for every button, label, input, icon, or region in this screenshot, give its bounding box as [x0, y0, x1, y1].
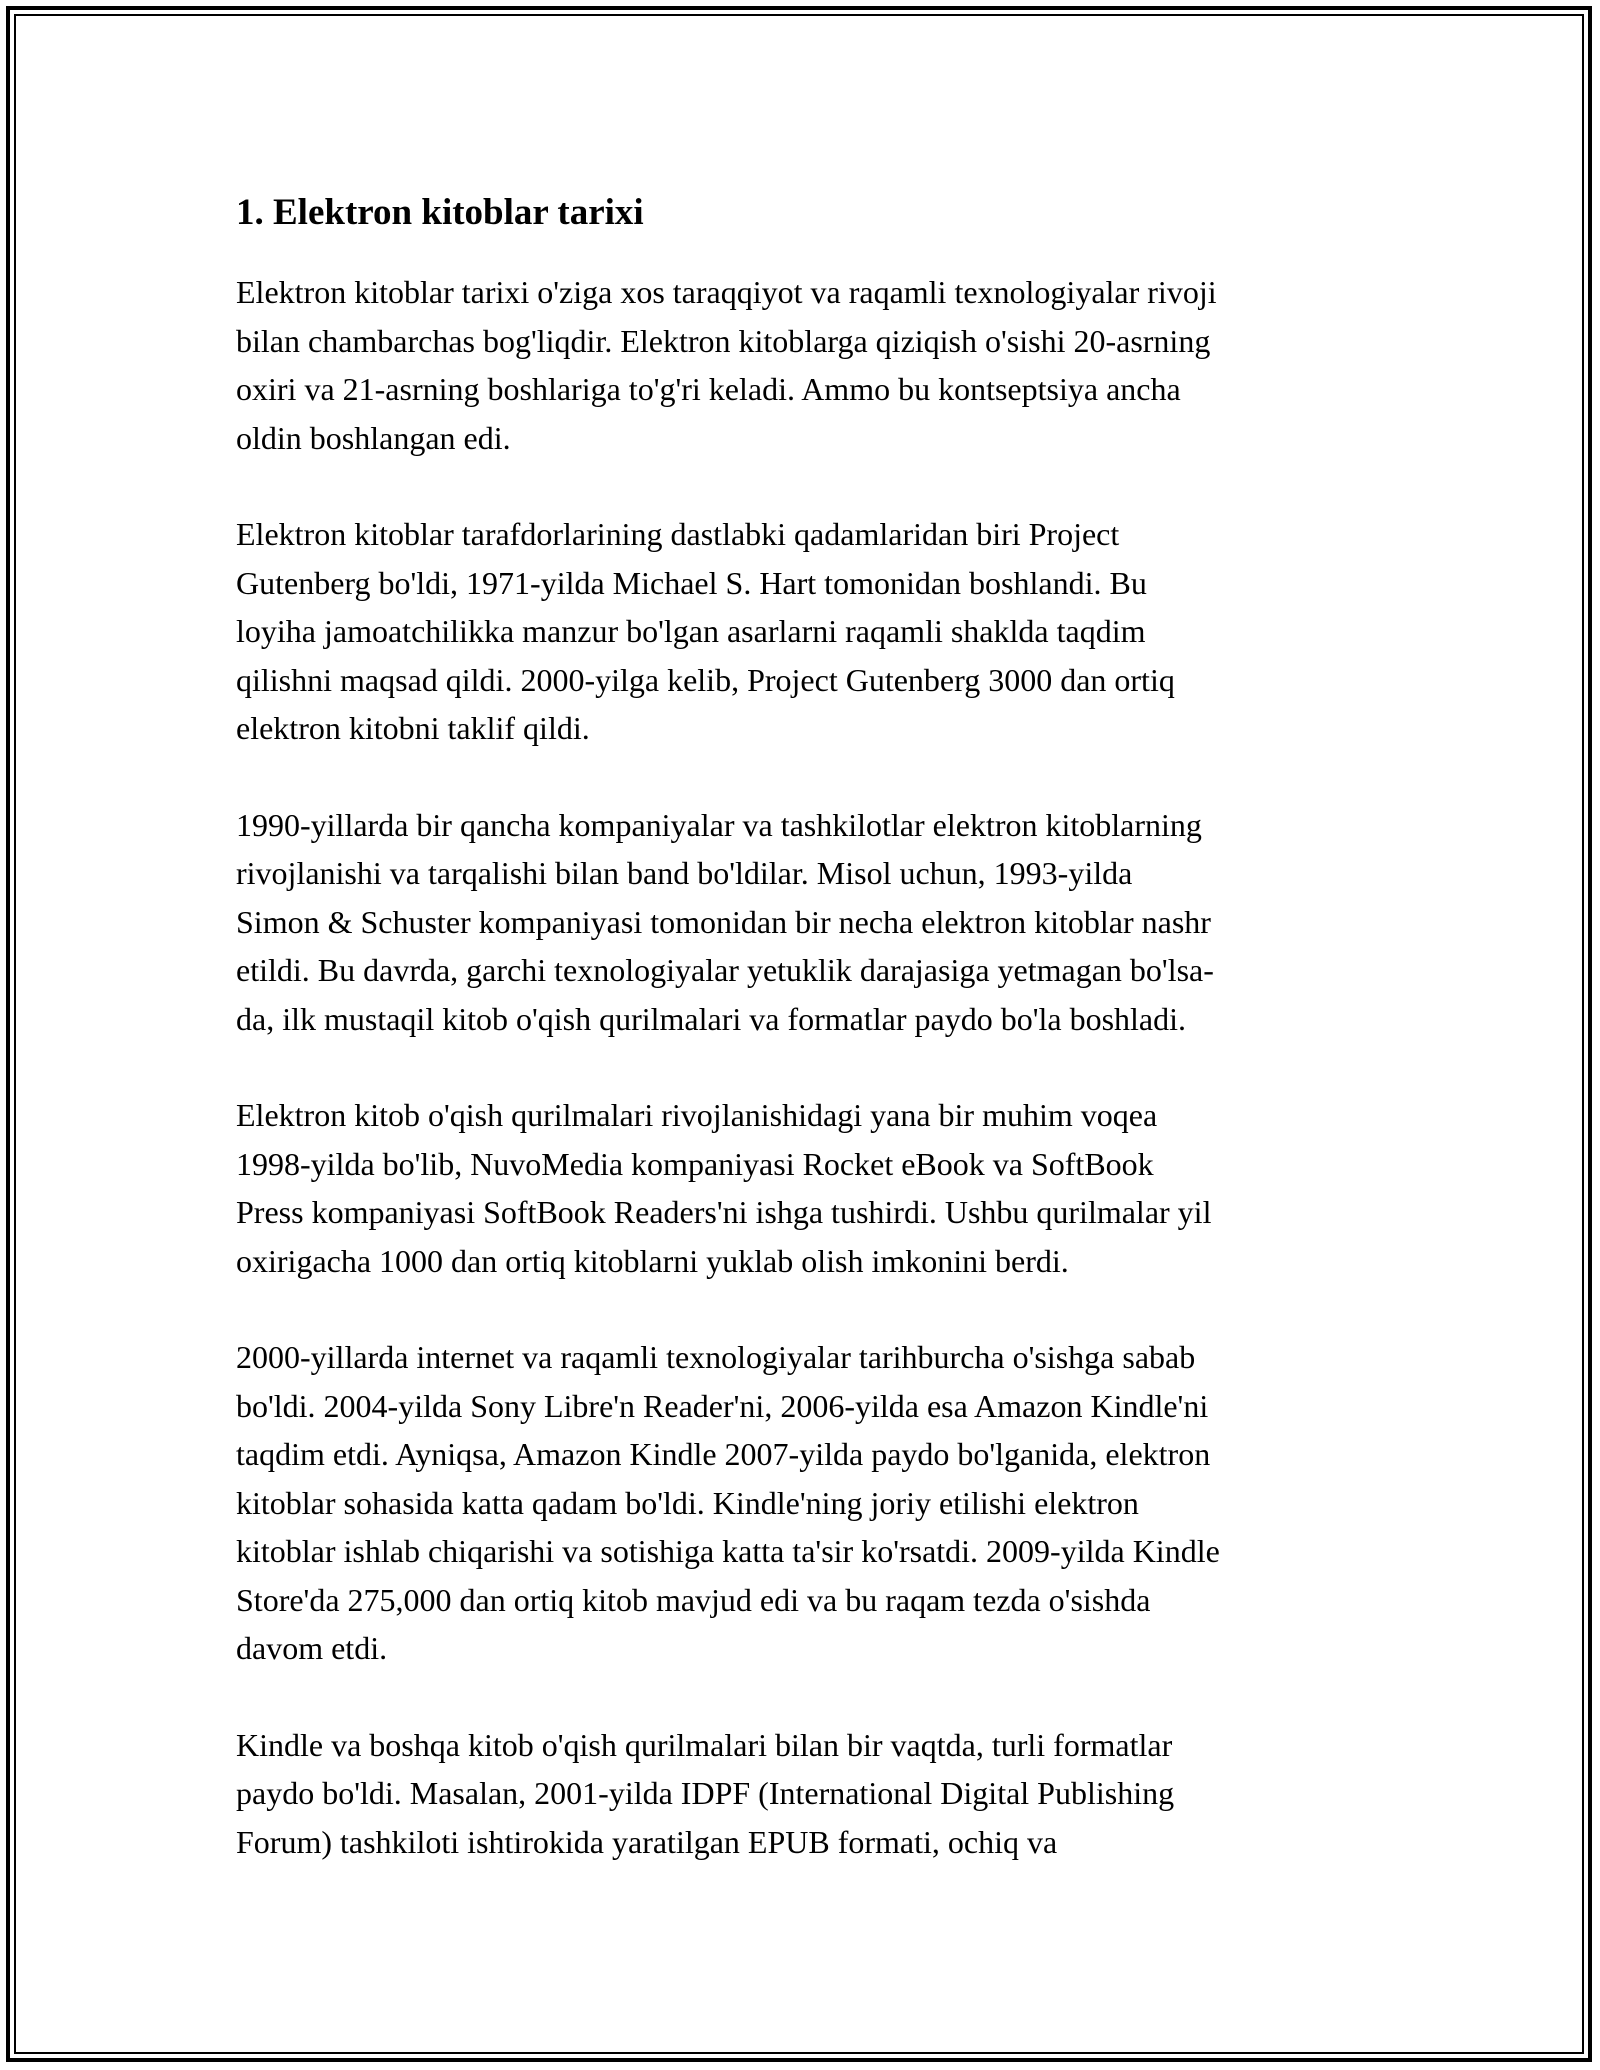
paragraph-3: 1990-yillarda bir qancha kompaniyalar va tashkilotlar elektron kitoblarning rivojlanishi va tarqalishi bilan band bo'ldilar. Misol uchun, 1993-yilda Simon & Schuster kompaniyasi tomonidan bir necha elektron kitoblar nashr etildi. Bu davrda, garchi texnologiyalar yetuklik darajasiga yetmagan bo'lsa- da, ilk mustaqil kitob o'qish qurilmalari va formatlar paydo bo'la boshladi. — [236, 806, 1214, 1037]
section-heading: 1. Elektron kitoblar tarixi — [236, 192, 644, 233]
paragraph-4: Elektron kitob o'qish qurilmalari rivojlanishidagi yana bir muhim voqea 1998-yilda bo'lib, NuvoMedia kompaniyasi Rocket eBook va SoftBook Press kompaniyasi SoftBook Readers'ni ishga tushirdi. Ushbu qurilmalar yil oxirigacha 1000 dan ortiq kitoblarni yuklab olish imkonini berdi. — [236, 1097, 1212, 1279]
paragraph-6: Kindle va boshqa kitob o'qish qurilmalari bilan bir vaqtda, turli formatlar paydo bo'ldi. Masalan, 2001-yilda IDPF (International Digital Publishing Forum) tashkiloti ishtirokida yaratilgan EPUB formati, ochiq va — [236, 1726, 1175, 1860]
paragraph-2: Elektron kitoblar tarafdorlarining dastlabki qadamlaridan biri Project Gutenberg bo'ldi, 1971-yilda Michael S. Hart tomonidan boshlandi. Bu loyiha jamoatchilikka manzur bo'lgan asarlarni raqamli shaklda taqdim qilishni maqsad qildi. 2000-yilga kelib, Project Gutenberg 3000 dan ortiq elektron kitobni taklif qildi. — [236, 516, 1175, 746]
paragraph-1: Elektron kitoblar tarixi o'ziga xos taraqqiyot va raqamli texnologiyalar rivoji bilan chambarchas bog'liqdir. Elektron kitoblarga qiziqish o'sishi 20-asrning oxiri va 21-asrning boshlariga to'g'ri keladi. Ammo bu kontseptsiya ancha oldin boshlangan edi. — [236, 274, 1217, 456]
document-body — [236, 188, 1376, 1914]
paragraph-5: 2000-yillarda internet va raqamli texnologiyalar tarihburcha o'sishga sabab bo'ldi. 2004-yilda Sony Libre'n Reader'ni, 2006-yilda esa Amazon Kindle'ni taqdim etdi. Ayniqsa, Amazon Kindle 2007-yilda paydo bo'lganida, elektron kitoblar sohasida katta qadam bo'ldi. Kindle'ning joriy etilishi elektron kitoblar ishlab chiqarishi va sotishiga katta ta'sir ko'rsatdi. 2009-yilda Kindle Store'da 275,000 dan ortiq kitob mavjud edi va bu raqam tezda o'sishda davom etdi. — [236, 1339, 1220, 1666]
